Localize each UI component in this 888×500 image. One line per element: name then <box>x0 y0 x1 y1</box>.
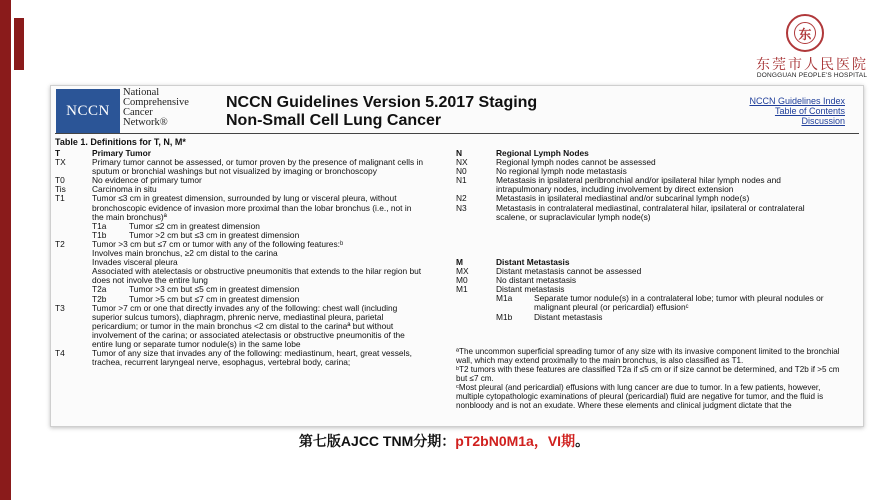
link-table-of-contents[interactable]: Table of Contents <box>774 106 845 116</box>
seal-inner: 东 <box>794 22 816 44</box>
caption-prefix: 第七版AJCC TNM分期： <box>298 433 456 449</box>
n-row: N3 Metastasis in contralateral mediastinal, contralateral hilar, ipsilateral or contralateral scalene, or supraclavicular lymph node(s) <box>456 202 805 222</box>
t-row: TX Primary tumor cannot be assessed, or tumor proven by the presence of malignant cells in sputum or bronchial washings but not visualized by imaging or bronchoscopy <box>55 157 423 177</box>
t1-subcategories: T1a Tumor ≤2 cm in greatest dimension T1b Tumor >2 cm but ≤3 cm in greatest dimension <box>92 220 300 240</box>
nccn-logo-text: National Comprehensive Cancer Network® <box>123 87 189 128</box>
hospital-name-cn: 东莞市人民医院 <box>756 57 868 73</box>
n-row: N2 Metastasis in ipsilateral mediastinal and/or subcarinal lymph node(s) <box>456 193 750 204</box>
t-row: T0 No evidence of primary tumor <box>55 175 202 186</box>
staging-caption <box>0 431 888 451</box>
caption-suffix: 。 <box>575 433 590 449</box>
n-row: N1 Metastasis in ipsilateral peribronchial and/or ipsilateral hilar lymph nodes and intrapulmonary nodes, including involvement by direct extension <box>456 175 781 195</box>
m-row: M1 Distant metastasis <box>456 284 565 295</box>
n-row: N0 No regional lymph node metastasis <box>456 166 627 177</box>
t-definitions <box>55 149 425 367</box>
t-row: T2 Tumor >3 cm but ≤7 cm or tumor with any of the following features:ᵇ <box>55 238 344 249</box>
footnote-a: ªThe uncommon superficial spreading tumor of any size with its invasive component limited to the bronchial wall, which may extend proximally to the main bronchus, is also classified as T1. <box>456 347 840 365</box>
n-definitions <box>456 149 826 222</box>
left-accent-bar <box>0 0 11 500</box>
hospital-logo <box>744 14 880 84</box>
nccn-logo-box: NCCN <box>56 89 120 133</box>
t-row: T4 Tumor of any size that invades any of the following: mediastinum, heart, great vessels, trachea, recurrent laryngeal nerve, esophagus, vertebral body, carina; <box>55 348 412 368</box>
n-row: NX Regional lymph nodes cannot be assessed <box>456 157 656 168</box>
t2-features: Involves main bronchus, ≥2 cm distal to the carina Invades visceral pleura Associated with atelectasis or obstructive pneumonitis that extends to the hilar region but does not involve the entire lung T2a Tumor >3 cm but ≤5 cm in greatest dimension T2b Tumor >5 cm but ≤7 cm in greatest dimension <box>92 248 422 304</box>
nccn-document-image <box>50 85 864 427</box>
m1-subcategories: M1a Separate tumor nodule(s) in a contralateral lobe; tumor with pleural nodules or malignant pleural (or pericardial) effusionᶜ M1b Distant metastasis <box>496 293 824 322</box>
hospital-seal-icon <box>786 14 824 52</box>
document-title: NCCN Guidelines Version 5.2017 Staging Non-Small Cell Lung Cancer <box>226 94 538 129</box>
t-row: T1 Tumor ≤3 cm in greatest dimension, surrounded by lung or visceral pleura, without bronchoscopic evidence of invasion more proximal than the lobar bronchus (i.e., not in the main bronchus)ª <box>55 193 412 222</box>
t-row: Tis Carcinoma in situ <box>55 184 157 195</box>
link-discussion[interactable]: Discussion <box>801 116 845 126</box>
t-row: T3 Tumor >7 cm or one that directly invades any of the following: chest wall (including superior sulcus tumors), diaphragm, phrenic nerve, mediastinal pleura, parietal pericardium; or tumor in the main bronchus <2 cm distal to the carinaª but without involvement of the carina; or associated atelectasis or obstructive pneumonitis of the entire lung or separate tumor nodule(s) in the same lobe <box>55 302 405 349</box>
footnote-c: ᶜMost pleural (and pericardial) effusions with lung cancer are due to tumor. In a few patients, however, multiple cytopathologic examinations of pleural (pericardial) fluid are negative for tumor, and the fluid is nonbloody and is not an exudate. Where these elements and clinical judgment dictate that the <box>456 383 824 410</box>
link-guidelines-index[interactable]: NCCN Guidelines Index <box>749 96 845 106</box>
document-links <box>749 96 845 126</box>
header-divider <box>55 133 859 134</box>
m-definitions <box>456 258 826 322</box>
hospital-name-en: DONGGUAN PEOPLE'S HOSPITAL <box>756 72 868 79</box>
caption-stage: pT2bN0M1a，VI期 <box>455 433 576 449</box>
table-title: Table 1. Definitions for T, N, M* <box>55 137 186 147</box>
table-footnotes <box>456 348 848 411</box>
m-row: M0 No distant metastasis <box>456 275 577 286</box>
t-header: T Primary Tumor <box>55 148 151 158</box>
footnote-b: ᵇT2 tumors with these features are classified T2a if ≤5 cm or if size cannot be determined, and T2b if >5 cm but ≤7 cm. <box>456 365 840 383</box>
n-header: N Regional Lymph Nodes <box>456 148 589 158</box>
left-accent-block <box>14 18 24 70</box>
m-header: M Distant Metastasis <box>456 257 570 267</box>
m-row: MX Distant metastasis cannot be assessed <box>456 266 642 277</box>
